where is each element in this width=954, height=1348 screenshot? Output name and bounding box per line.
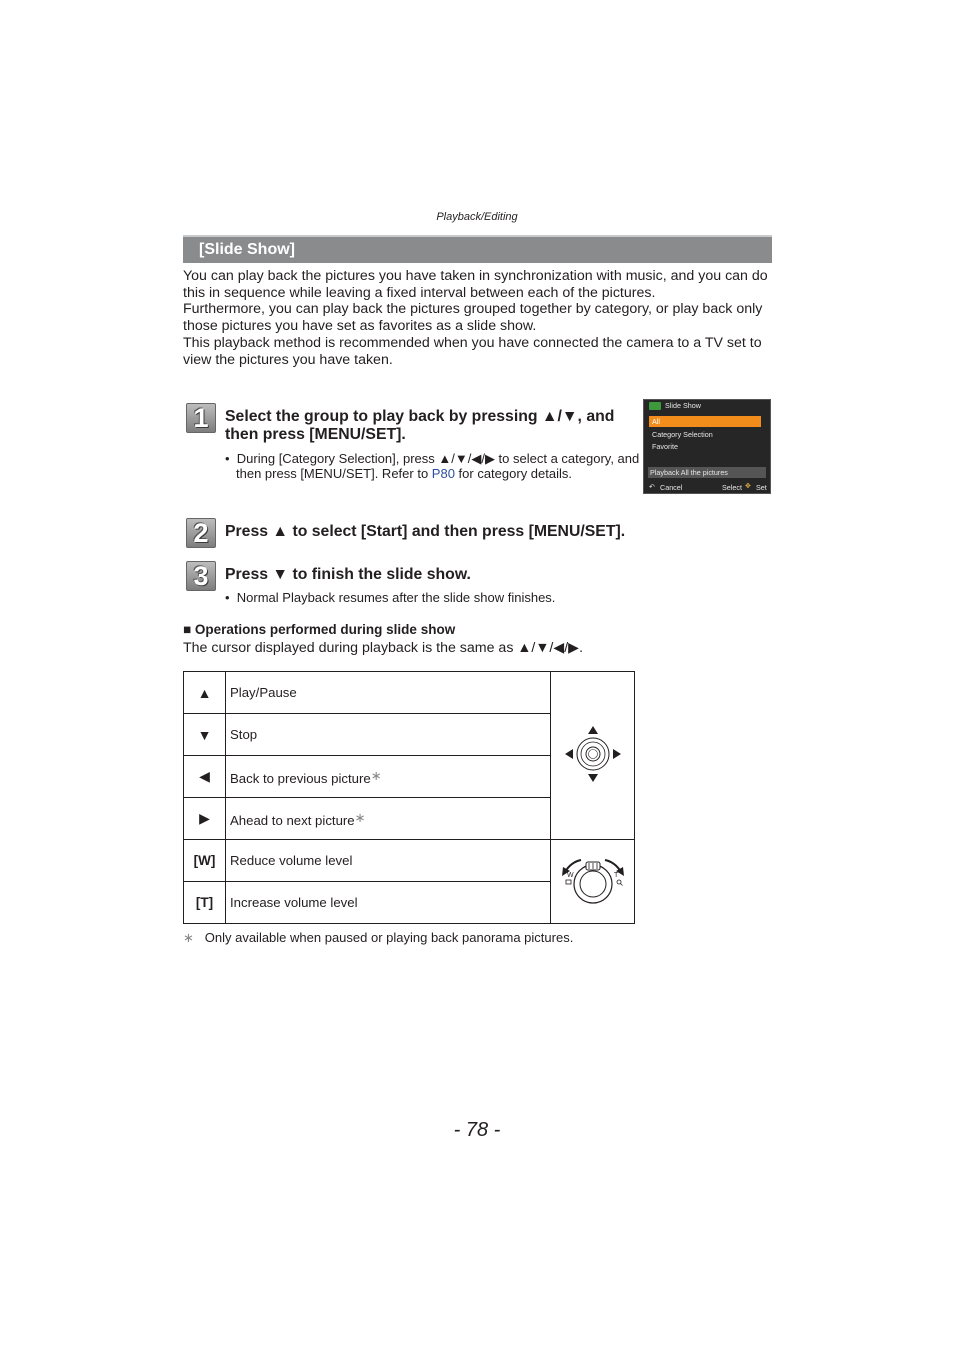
page-link-p80[interactable]: P80 (431, 466, 455, 482)
intro-text (183, 268, 775, 368)
screen-set: Set (756, 483, 767, 492)
op-desc: Stop (230, 727, 258, 742)
step-1-bullet-text: During [Category Selection], press ▲/▼/◀/▶ to select a category, and then press [MENU/SET]. Refer to (236, 451, 640, 482)
desc-cell (226, 798, 551, 840)
intro-paragraph-2: Furthermore, you can play back the pictures grouped together by category, or play back only those pictures you have set as favorites as a slide show. (183, 301, 763, 335)
step-3-title: Press ▼ to finish the slide show. (225, 566, 471, 583)
screen-title: Slide Show (665, 401, 701, 410)
op-desc: Increase volume level (230, 895, 358, 910)
table-row (184, 840, 635, 882)
step-2-title: Press ▲ to select [Start] and then press [MENU/SET]. (225, 523, 626, 540)
op-desc: Play/Pause (230, 685, 297, 700)
op-desc: Ahead to next picture (230, 812, 355, 828)
operations-subtitle: The cursor displayed during playback is the same as ▲/▼/◀/▶. (183, 640, 584, 656)
step-2-number: 2 (186, 518, 216, 548)
square-bullet-icon: ■ (183, 622, 195, 637)
zoom-lever-cell (551, 840, 635, 924)
section-header: Playback/Editing (436, 211, 518, 223)
screen-select: Select (722, 483, 742, 492)
table-row (184, 672, 635, 714)
step-1-title: Select the group to play back by pressing ▲/▼, and then press [MENU/SET]. (225, 408, 615, 443)
footnote (183, 930, 573, 946)
zoom-w-label: W (566, 872, 574, 879)
op-desc: Reduce volume level (230, 853, 353, 868)
asterisk-mark: ∗ (370, 767, 382, 783)
footnote-mark: ∗ (183, 930, 194, 945)
step-3-bullet-text: Normal Playback resumes after the slide show finishes. (236, 590, 556, 605)
key-cell: ▶ (184, 798, 226, 840)
screen-item-all: All (649, 416, 761, 427)
operations-table (183, 671, 635, 924)
zoom-t-label: T (613, 872, 618, 879)
step-3-bullet: • Normal Playback resumes after the slide show finishes. (225, 590, 556, 605)
key-cell: ▲ (184, 672, 226, 714)
desc-cell (226, 840, 551, 882)
key-cell: [W] (184, 840, 226, 882)
screen-item-favorite: Favorite (652, 442, 678, 451)
screen-cancel: Cancel (660, 483, 683, 492)
asterisk-mark: ∗ (354, 809, 366, 825)
operations-heading-text: Operations performed during slide show (194, 622, 456, 637)
cursor-buttons-icon (561, 722, 625, 786)
key-cell: [T] (184, 882, 226, 924)
desc-cell (226, 756, 551, 798)
key-cell: ◀ (184, 756, 226, 798)
page-number: - 78 - (453, 1119, 501, 1141)
screen-status: Playback All the pictures (648, 467, 766, 478)
intro-paragraph-1: You can play back the pictures you have taken in synchronization with music, and you can do this in sequence while leaving a fixed interval between each of the pictures. (183, 268, 768, 301)
step-1-number: 1 (186, 403, 216, 433)
step-3-number: 3 (186, 561, 216, 591)
operations-heading (183, 622, 455, 637)
zoom-lever-icon (557, 850, 629, 910)
slideshow-icon (649, 402, 661, 410)
step-1-bullet-text-end: for category details. (454, 466, 572, 482)
camera-screen (643, 399, 771, 494)
key-cell: ▼ (184, 714, 226, 756)
section-title: [Slide Show] (183, 235, 772, 263)
op-desc: Back to previous picture (230, 770, 371, 786)
screen-item-category: Category Selection (652, 430, 713, 439)
desc-cell (226, 714, 551, 756)
desc-cell (226, 882, 551, 924)
step-1-bullet: • During [Category Selection], press ▲/▼/◀/▶ to select a category, and then press [MENU/SET]. Refer to P80 for category details. (225, 451, 640, 482)
desc-cell (226, 672, 551, 714)
return-icon: ↶ (649, 482, 656, 491)
intro-paragraph-3: This playback method is recommended when you have connected the camera to a TV set to view the pictures you have taken. (183, 334, 762, 368)
footnote-text: Only available when paused or playing back panorama pictures. (204, 930, 574, 945)
cursor-button-cell (551, 672, 635, 840)
dpad-icon: ✥ (745, 481, 752, 490)
